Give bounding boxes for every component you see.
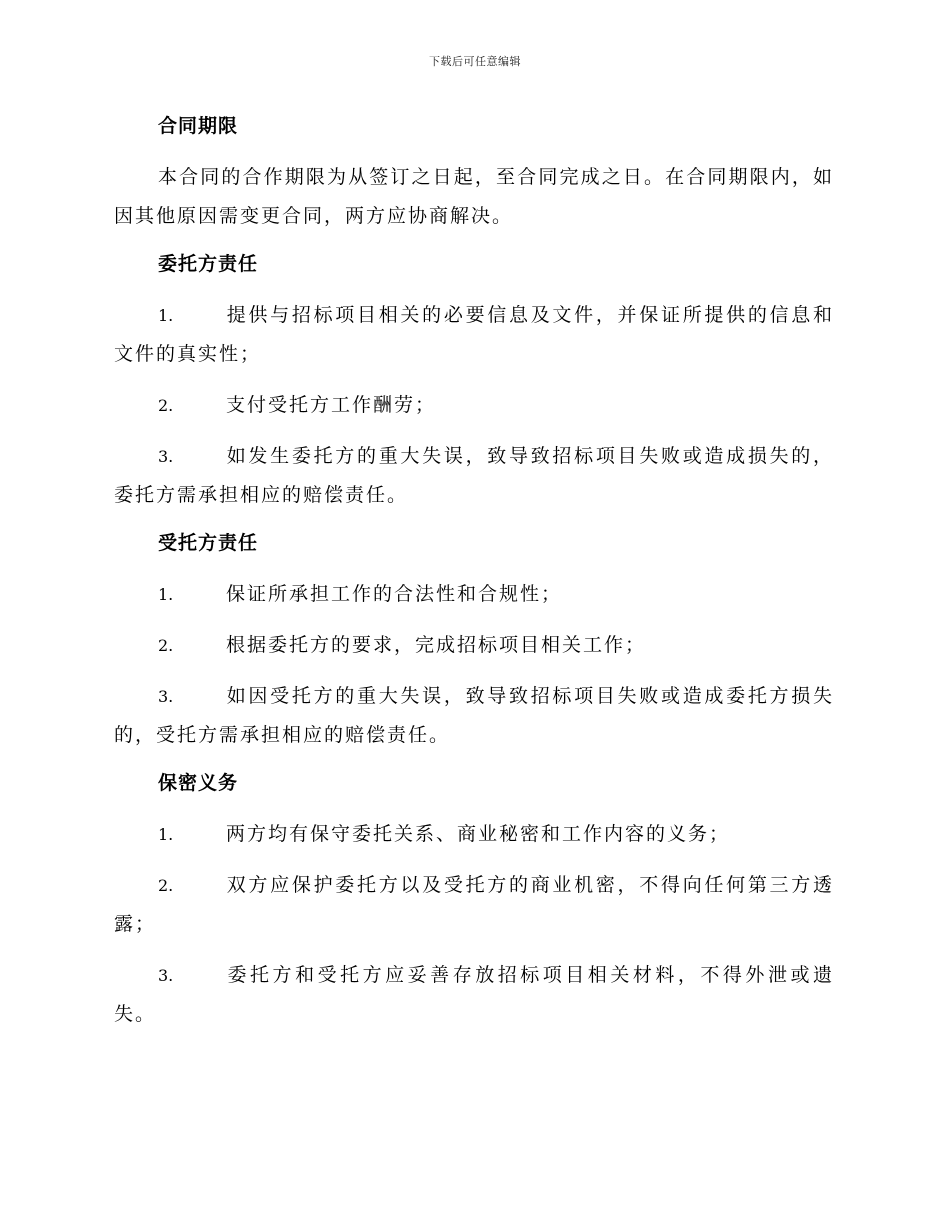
item-text: 如发生委托方的重大失误，致导致招标项目失败或造成损失的，委托方需承担相应的赔偿责任。 xyxy=(114,445,834,506)
agent-duty-item xyxy=(114,575,834,614)
section-heading-agent-duties: 受托方责任 xyxy=(158,532,259,554)
agent-duty-item xyxy=(114,626,834,665)
item-text: 两方均有保守委托关系、商业秘密和工作内容的义务； xyxy=(226,823,731,845)
document-body xyxy=(114,110,834,1046)
item-text: 支付受托方工作酬劳； xyxy=(226,394,437,416)
confidentiality-item xyxy=(114,866,834,944)
item-text: 提供与招标项目相关的必要信息及文件，并保证所提供的信息和文件的真实性； xyxy=(114,304,834,365)
item-number: 1. xyxy=(158,825,174,844)
section-heading-client-duties: 委托方责任 xyxy=(158,253,259,275)
client-duty-item xyxy=(114,296,834,374)
item-text: 如因受托方的重大失误，致导致招标项目失败或造成委托方损失的，受托方需承担相应的赔偿责任。 xyxy=(114,685,834,746)
section-heading-confidentiality: 保密义务 xyxy=(158,772,239,794)
item-number: 2. xyxy=(158,876,174,895)
item-number: 3. xyxy=(158,447,174,466)
item-text: 根据委托方的要求，完成招标项目相关工作； xyxy=(226,634,647,656)
item-text: 委托方和受托方应妥善存放招标项目相关材料，不得外泄或遗失。 xyxy=(114,964,834,1025)
item-number: 3. xyxy=(158,687,174,706)
confidentiality-item xyxy=(114,815,834,854)
item-number: 1. xyxy=(158,306,174,325)
client-duty-item xyxy=(114,437,834,515)
section-heading-contract-term: 合同期限 xyxy=(158,115,239,137)
item-text: 双方应保护委托方以及受托方的商业机密，不得向任何第三方透露； xyxy=(114,874,834,935)
item-number: 2. xyxy=(158,636,174,655)
item-number: 3. xyxy=(158,966,174,985)
item-number: 1. xyxy=(158,585,174,604)
item-number: 2. xyxy=(158,396,174,415)
confidentiality-item xyxy=(114,956,834,1034)
contract-term-paragraph: 本合同的合作期限为从签订之日起，至合同完成之日。在合同期限内，如因其他原因需变更合同，两方应协商解决。 xyxy=(114,166,834,227)
agent-duty-item xyxy=(114,677,834,755)
header-note: 下载后可任意编辑 xyxy=(429,55,521,68)
client-duty-item xyxy=(114,386,834,425)
item-text: 保证所承担工作的合法性和合规性； xyxy=(226,583,563,605)
